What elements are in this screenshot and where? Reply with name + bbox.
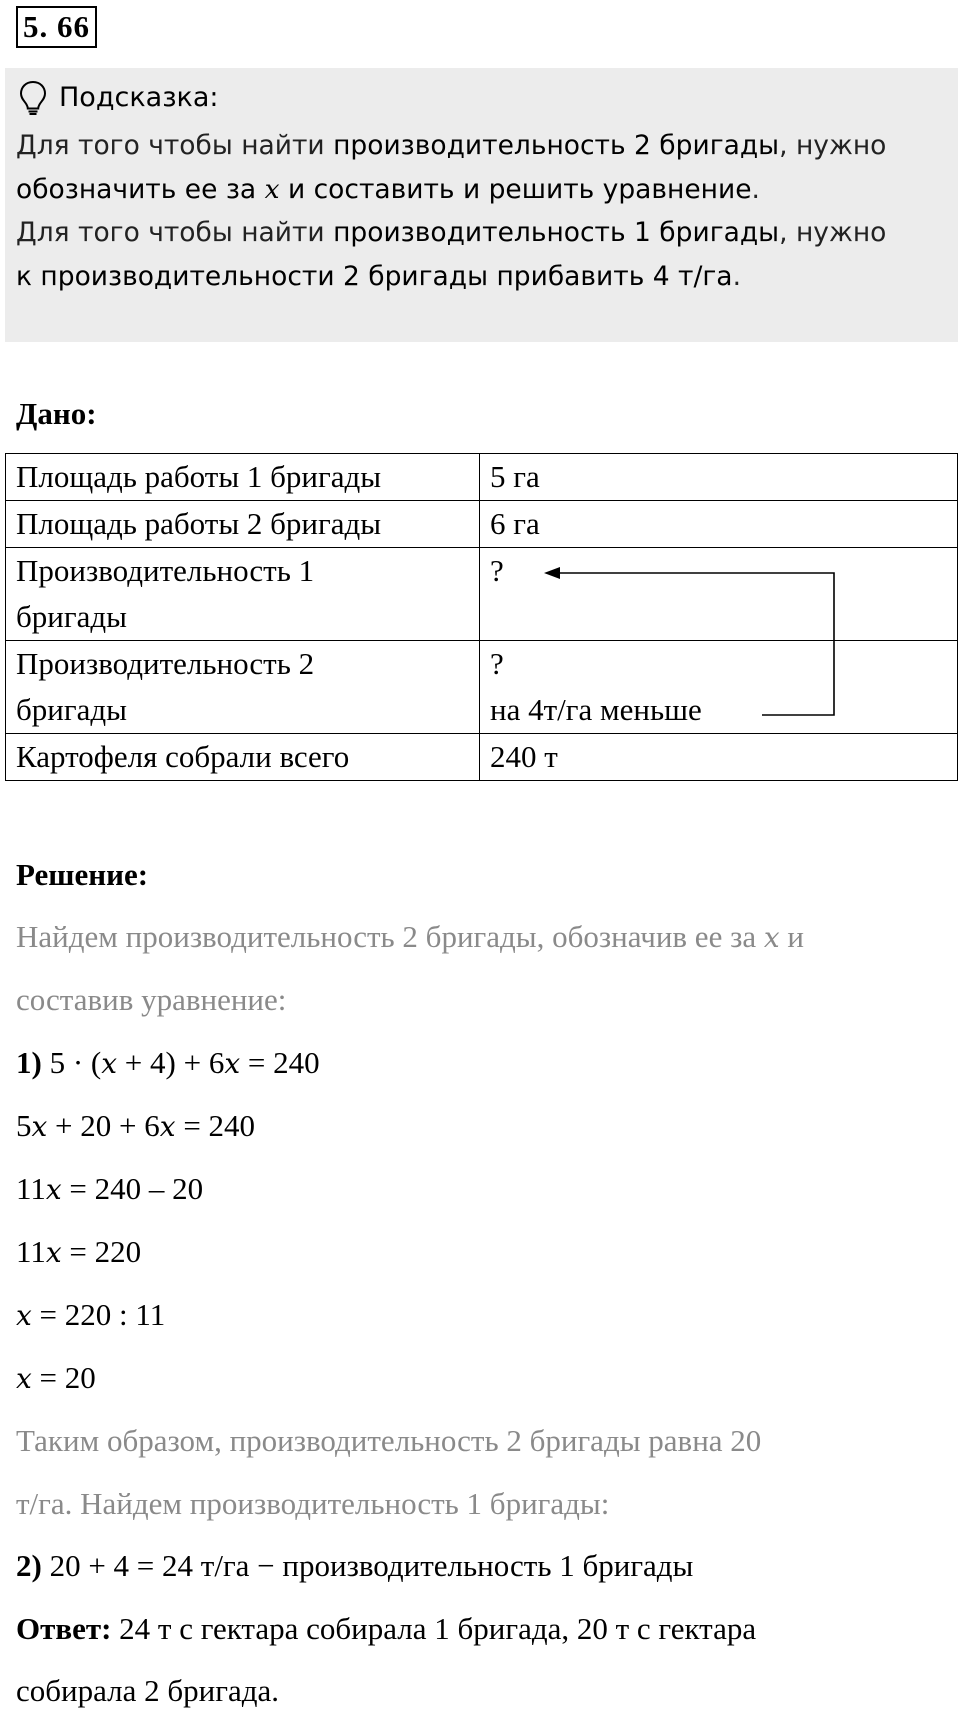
label-line: бригады <box>16 692 127 727</box>
table-cell-label <box>6 641 480 734</box>
unknown-value: ? <box>490 646 504 681</box>
hint-text: . <box>732 260 741 292</box>
table-row <box>6 641 958 734</box>
variable: x <box>763 921 780 954</box>
hint-line <box>16 211 956 255</box>
text: 20 + 4 = 24 т/га − производительность 1 бригады <box>41 1548 694 1583</box>
hint-box <box>5 68 958 342</box>
table-row <box>6 548 958 641</box>
hint-text: , нужно <box>779 130 887 161</box>
hint-emphasis: и составить и решить уравнение <box>279 173 752 205</box>
variable: x <box>31 1110 48 1143</box>
text: 11 <box>16 1171 46 1206</box>
hint-emphasis: производительность 2 бригады <box>333 130 780 161</box>
table-cell-value <box>480 548 958 641</box>
variable: x <box>224 1047 241 1080</box>
text: 11 <box>16 1234 46 1269</box>
text: = 240 – 20 <box>61 1171 204 1206</box>
solution-intro-line: составив уравнение: <box>16 982 287 1017</box>
answer-label: Ответ: <box>16 1611 112 1646</box>
hint-text: Для того чтобы найти <box>16 217 334 248</box>
answer-line <box>16 1609 756 1649</box>
answer-line: собирала 2 бригада. <box>16 1673 280 1708</box>
label-line: бригады <box>16 599 127 634</box>
equation-line <box>16 1232 141 1273</box>
text: = 240 <box>175 1108 256 1143</box>
hint-emphasis: к производительности 2 бригады прибавить 4 т/га <box>16 260 733 292</box>
table-cell-value: 6 га <box>480 501 958 548</box>
equation-line <box>16 1295 165 1336</box>
equation-line <box>16 1169 203 1210</box>
table-cell-value: 5 га <box>480 454 958 501</box>
text: и <box>779 919 804 954</box>
hint-text: Для того чтобы найти <box>16 130 334 161</box>
difference-note: на 4т/га меньше <box>490 692 702 727</box>
hint-emphasis: обозначить ее за <box>16 173 265 205</box>
answer-text: 24 т с гектара собирала 1 бригада, 20 т с гектара <box>111 1611 757 1646</box>
variable: x <box>45 1173 62 1206</box>
hint-emphasis: производительность 1 бригады <box>333 217 780 248</box>
table-row <box>6 454 958 501</box>
hint-line <box>16 124 956 168</box>
table-cell-label <box>6 548 480 641</box>
text: + 4) + 6 <box>117 1045 225 1080</box>
variable: x <box>101 1047 118 1080</box>
equation-line <box>16 1106 255 1147</box>
text: = 20 <box>31 1360 96 1395</box>
step-label: 2) <box>16 1548 42 1583</box>
given-heading: Дано: <box>16 396 97 431</box>
hint-title-text: Подсказка: <box>59 82 219 113</box>
hint-text: . <box>751 173 760 205</box>
table-cell-label: Площадь работы 1 бригады <box>6 454 480 501</box>
solution-heading: Решение: <box>16 857 149 892</box>
step2-line <box>16 1546 693 1586</box>
hint-title <box>19 78 219 118</box>
text: = 220 <box>61 1234 142 1269</box>
table-row <box>6 734 958 781</box>
given-table <box>5 453 958 781</box>
lightbulb-icon <box>19 80 47 116</box>
conclusion-line: т/га. Найдем производительность 1 бригады: <box>16 1486 610 1521</box>
hint-variable: x <box>264 173 280 205</box>
table-row <box>6 501 958 548</box>
table-cell-value: 240 т <box>480 734 958 781</box>
variable: x <box>16 1299 32 1332</box>
solution-intro-line <box>16 917 804 958</box>
step-label: 1) <box>16 1045 42 1080</box>
label-line: Производительность 1 <box>16 553 315 588</box>
hint-line <box>16 168 956 212</box>
text: 5 <box>16 1108 32 1143</box>
text: = 220 : 11 <box>31 1297 166 1332</box>
text: Найдем производительность 2 бригады, обозначив ее за <box>16 919 764 954</box>
text: + 20 + 6 <box>47 1108 160 1143</box>
table-cell-label: Площадь работы 2 бригады <box>6 501 480 548</box>
equation-line <box>16 1043 320 1084</box>
hint-line <box>16 255 956 299</box>
text: 5 · ( <box>41 1045 102 1080</box>
text: = 240 <box>240 1045 320 1080</box>
hint-body <box>16 124 956 298</box>
unknown-value: ? <box>490 553 504 588</box>
conclusion-line: Таким образом, производительность 2 бригады равна 20 <box>16 1423 762 1458</box>
table-cell-label: Картофеля собрали всего <box>6 734 480 781</box>
task-number: 5. 66 <box>16 6 97 48</box>
variable: x <box>45 1236 62 1269</box>
hint-text: , нужно <box>779 217 887 248</box>
table-cell-value <box>480 641 958 734</box>
label-line: Производительность 2 <box>16 646 315 681</box>
variable: x <box>159 1110 176 1143</box>
variable: x <box>16 1362 32 1395</box>
equation-line <box>16 1358 96 1399</box>
